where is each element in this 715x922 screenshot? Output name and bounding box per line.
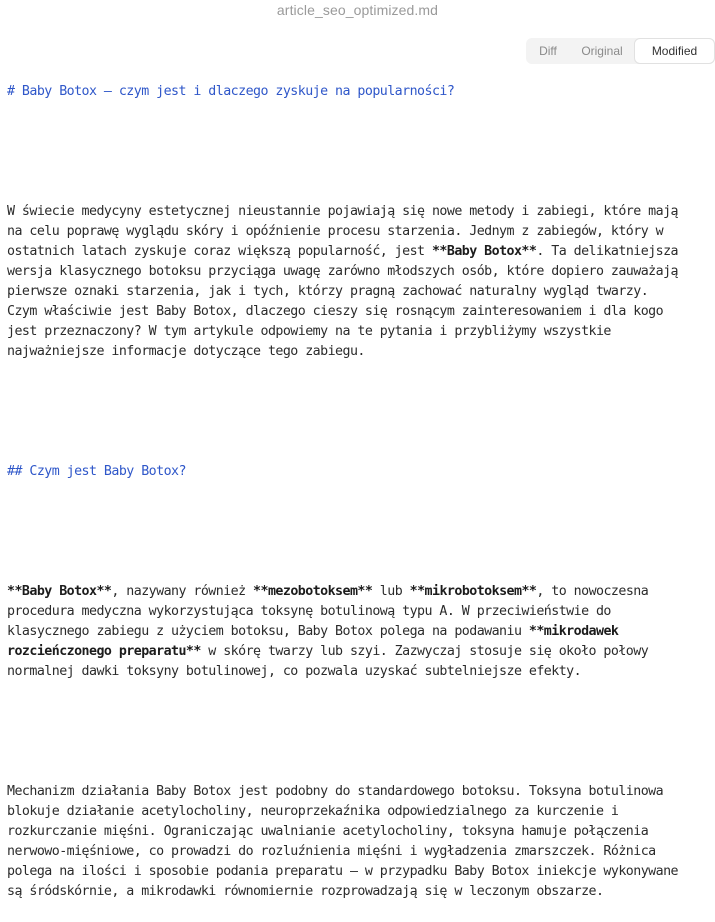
bold-text: **mezobotoksem**	[253, 584, 373, 599]
text-line	[7, 662, 712, 682]
tab-original[interactable]: Original	[581, 44, 623, 58]
text-line	[7, 262, 712, 282]
paragraph-definition	[7, 582, 712, 682]
text-line	[7, 302, 712, 322]
text-line	[7, 782, 712, 802]
text-run: procedura medyczna wykorzystująca toksynę botulinową typu A. W przeciwieństwie do	[7, 604, 611, 619]
text-run: są śródskórnie, a mikrodawki równomiernie rozprowadzają się w leczonym obszarze.	[7, 884, 604, 899]
text-run: polega na ilości i sposobie podania preparatu – w przypadku Baby Botox iniekcje wykonywane	[7, 864, 678, 879]
text-line	[7, 622, 712, 642]
text-run: Czym właściwie jest Baby Botox, dlaczego cieszy się rosnącym zainteresowaniem i dla kogo	[7, 304, 664, 319]
text-line	[7, 202, 712, 222]
text-run: ostatnich latach zyskuje coraz większą popularność, jest	[7, 244, 432, 259]
blank-line	[7, 522, 712, 542]
tab-diff[interactable]: Diff	[539, 44, 557, 58]
text-line	[7, 322, 712, 342]
text-line	[7, 822, 712, 842]
text-run: Mechanizm działania Baby Botox jest podobny do standardowego botoksu. Toksyna botulinowa	[7, 784, 664, 799]
text-line	[7, 642, 712, 662]
text-line	[7, 862, 712, 882]
bold-text: **mikrodawek	[528, 624, 619, 639]
text-line	[7, 282, 712, 302]
heading-h1: # Baby Botox – czym jest i dlaczego zyskuje na popularności?	[7, 84, 455, 99]
bold-text: **mikrobotoksem**	[409, 584, 537, 599]
blank-line	[7, 402, 712, 422]
text-run: . Ta delikatniejsza	[536, 244, 679, 259]
text-line	[7, 842, 712, 862]
heading-h2: ## Czym jest Baby Botox?	[7, 464, 186, 479]
text-run: najważniejsze informacje dotyczące tego zabiegu.	[7, 344, 365, 359]
text-run: nerwowo-mięśniowe, co prowadzi do rozluźnienia mięśni i wygładzenia zmarszczek. Różnica	[7, 844, 656, 859]
blank-line	[7, 722, 712, 742]
window-title: article_seo_optimized.md	[276, 2, 439, 18]
text-run: W świecie medycyny estetycznej nieustannie pojawiają się nowe metody i zabiegi, które mają	[7, 204, 678, 219]
bold-text: rozcieńczonego preparatu**	[7, 644, 201, 659]
text-line	[7, 882, 712, 902]
text-line	[7, 602, 712, 622]
text-line	[7, 342, 712, 362]
markdown-editor[interactable]	[7, 42, 712, 922]
paragraph-mechanism	[7, 782, 712, 902]
text-line	[7, 582, 712, 602]
text-run: pierwsze oznaki starzenia, jak i tych, którzy pragną zachować naturalny wygląd twarzy.	[7, 284, 649, 299]
text-line	[7, 222, 712, 242]
tab-modified[interactable]: Modified	[634, 38, 715, 64]
text-run: , to nowoczesna	[536, 584, 649, 599]
title-bar	[0, 0, 715, 30]
text-line	[7, 242, 712, 262]
text-run: w skórę twarzy lub szyi. Zazwyczaj stosuje się około połowy	[200, 644, 649, 659]
text-run: na celu poprawę wyglądu skóry i opóźnienie procesu starzenia. Jednym z zabiegów, który w	[7, 224, 664, 239]
paragraph-intro	[7, 202, 712, 362]
text-run: , nazywany również	[111, 584, 254, 599]
bold-text: **Baby Botox**	[431, 244, 537, 259]
bold-text: **Baby Botox**	[7, 584, 112, 599]
blank-line	[7, 142, 712, 162]
text-run: lub	[372, 584, 410, 599]
text-run: blokuje działanie acetylocholiny, neuroprzekaźnika odpowiedzialnego za kurczenie i	[7, 804, 619, 819]
text-run: rozkurczanie mięśni. Ograniczając uwalnianie acetylocholiny, toksyna hamuje połączenia	[7, 824, 649, 839]
text-line	[7, 802, 712, 822]
text-run: jest przeznaczony? W tym artykule odpowiemy na te pytania i przybliżymy wszystkie	[7, 324, 611, 339]
text-run: klasycznego zabiegu z użyciem botoksu, Baby Botox polega na podawaniu	[7, 624, 529, 639]
text-run: normalnej dawki toksyny botulinowej, co pozwala uzyskać subtelniejsze efekty.	[7, 664, 582, 679]
text-run: wersja klasycznego botoksu przyciąga uwagę zarówno młodszych osób, które dopiero zauważają	[7, 264, 678, 279]
